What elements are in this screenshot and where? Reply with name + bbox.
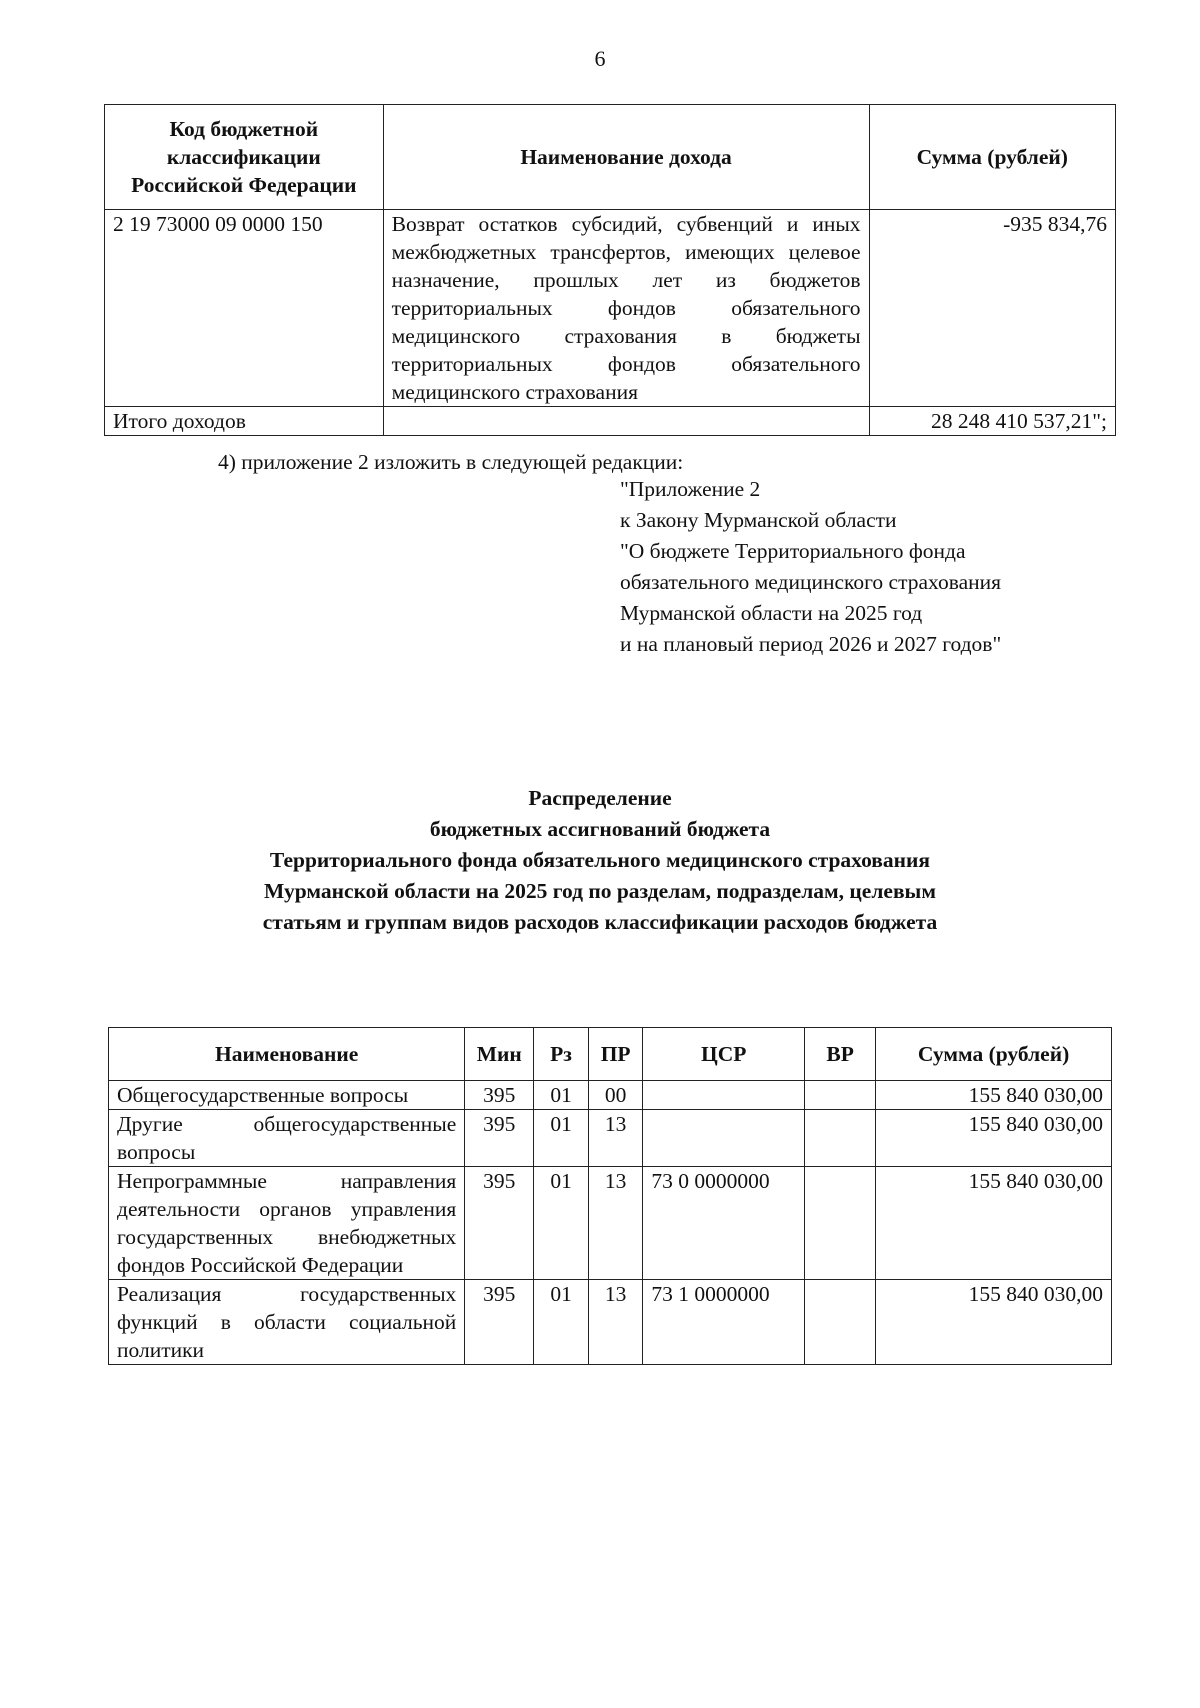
heading-line: Мурманской области на 2025 год по разделам, подразделам, целевым — [264, 879, 936, 903]
row-vr — [805, 1280, 876, 1365]
heading-line: статьям и группам видов расходов классификации расходов бюджета — [262, 910, 938, 934]
table-row — [109, 1081, 1112, 1110]
header-code: Код бюджетной классификации Российской Федерации — [105, 105, 384, 210]
document-heading — [0, 783, 1200, 938]
paragraph-4: 4) приложение 2 изложить в следующей редакции: — [218, 450, 684, 474]
row-csr — [643, 1110, 805, 1167]
row-name: Другие общегосударственные вопросы — [109, 1110, 465, 1167]
row-pr: 13 — [588, 1110, 643, 1167]
revenue-table — [104, 104, 1116, 436]
row-csr — [643, 1081, 805, 1110]
total-sum: 28 248 410 537,21"; — [869, 407, 1115, 436]
heading-line: Территориального фонда обязательного медицинского страхования — [269, 848, 931, 872]
row-sum: 155 840 030,00 — [876, 1110, 1112, 1167]
heading-line: Распределение — [528, 786, 672, 810]
header-sum: Сумма (рублей) — [869, 105, 1115, 210]
row-min: 395 — [465, 1280, 534, 1365]
row-rz: 01 — [534, 1280, 589, 1365]
revenue-table-header — [105, 105, 1116, 210]
header-min: Мин — [465, 1028, 534, 1081]
appendix-line: обязательного медицинского страхования — [620, 570, 1002, 594]
appendix-line: "Приложение 2 — [620, 477, 761, 501]
row-pr: 00 — [588, 1081, 643, 1110]
row-min: 395 — [465, 1081, 534, 1110]
row-sum: 155 840 030,00 — [876, 1081, 1112, 1110]
appendix-caption — [620, 474, 1001, 660]
header-pr: ПР — [588, 1028, 643, 1081]
row-csr: 73 1 0000000 — [643, 1280, 805, 1365]
header-csr: ЦСР — [643, 1028, 805, 1081]
row-min: 395 — [465, 1110, 534, 1167]
header-rz: Рз — [534, 1028, 589, 1081]
row-pr: 13 — [588, 1167, 643, 1280]
row-min: 395 — [465, 1167, 534, 1280]
row-pr: 13 — [588, 1280, 643, 1365]
header-vr: ВР — [805, 1028, 876, 1081]
allocation-table — [108, 1027, 1112, 1365]
page-number: 6 — [594, 46, 606, 71]
table-row — [109, 1167, 1112, 1280]
row-sum: 155 840 030,00 — [876, 1167, 1112, 1280]
row-vr — [805, 1081, 876, 1110]
appendix-line: к Закону Мурманской области — [620, 508, 897, 532]
table-row — [105, 210, 1116, 407]
heading-line: бюджетных ассигнований бюджета — [429, 817, 771, 841]
row-name: Общегосударственные вопросы — [109, 1081, 465, 1110]
table-row — [109, 1110, 1112, 1167]
row-sum: 155 840 030,00 — [876, 1280, 1112, 1365]
row-rz: 01 — [534, 1167, 589, 1280]
appendix-line: Мурманской области на 2025 год — [620, 601, 923, 625]
row-rz: 01 — [534, 1110, 589, 1167]
revenue-name: Возврат остатков субсидий, субвенций и иных межбюджетных трансфертов, имеющих целевое назначение, прошлых лет из бюджетов территориальных фондов обязательного медицинского страхования в бюджеты территориальных фондов обязательного медицинского страхования — [383, 210, 869, 407]
revenue-sum: -935 834,76 — [869, 210, 1115, 407]
row-vr — [805, 1167, 876, 1280]
header-revenue-name: Наименование дохода — [383, 105, 869, 210]
row-csr: 73 0 0000000 — [643, 1167, 805, 1280]
allocation-table-header — [109, 1028, 1112, 1081]
header-sum: Сумма (рублей) — [876, 1028, 1112, 1081]
total-empty — [383, 407, 869, 436]
table-row — [109, 1280, 1112, 1365]
row-rz: 01 — [534, 1081, 589, 1110]
row-name: Реализация государственных функций в области социальной политики — [109, 1280, 465, 1365]
row-name: Непрограммные направления деятельности органов управления государственных внебюджетных фондов Российской Федерации — [109, 1167, 465, 1280]
appendix-line: "О бюджете Территориального фонда — [620, 539, 966, 563]
total-label: Итого доходов — [105, 407, 384, 436]
header-name: Наименование — [109, 1028, 465, 1081]
total-row — [105, 407, 1116, 436]
revenue-code: 2 19 73000 09 0000 150 — [105, 210, 384, 407]
row-vr — [805, 1110, 876, 1167]
appendix-line: и на плановый период 2026 и 2027 годов" — [620, 632, 1002, 656]
